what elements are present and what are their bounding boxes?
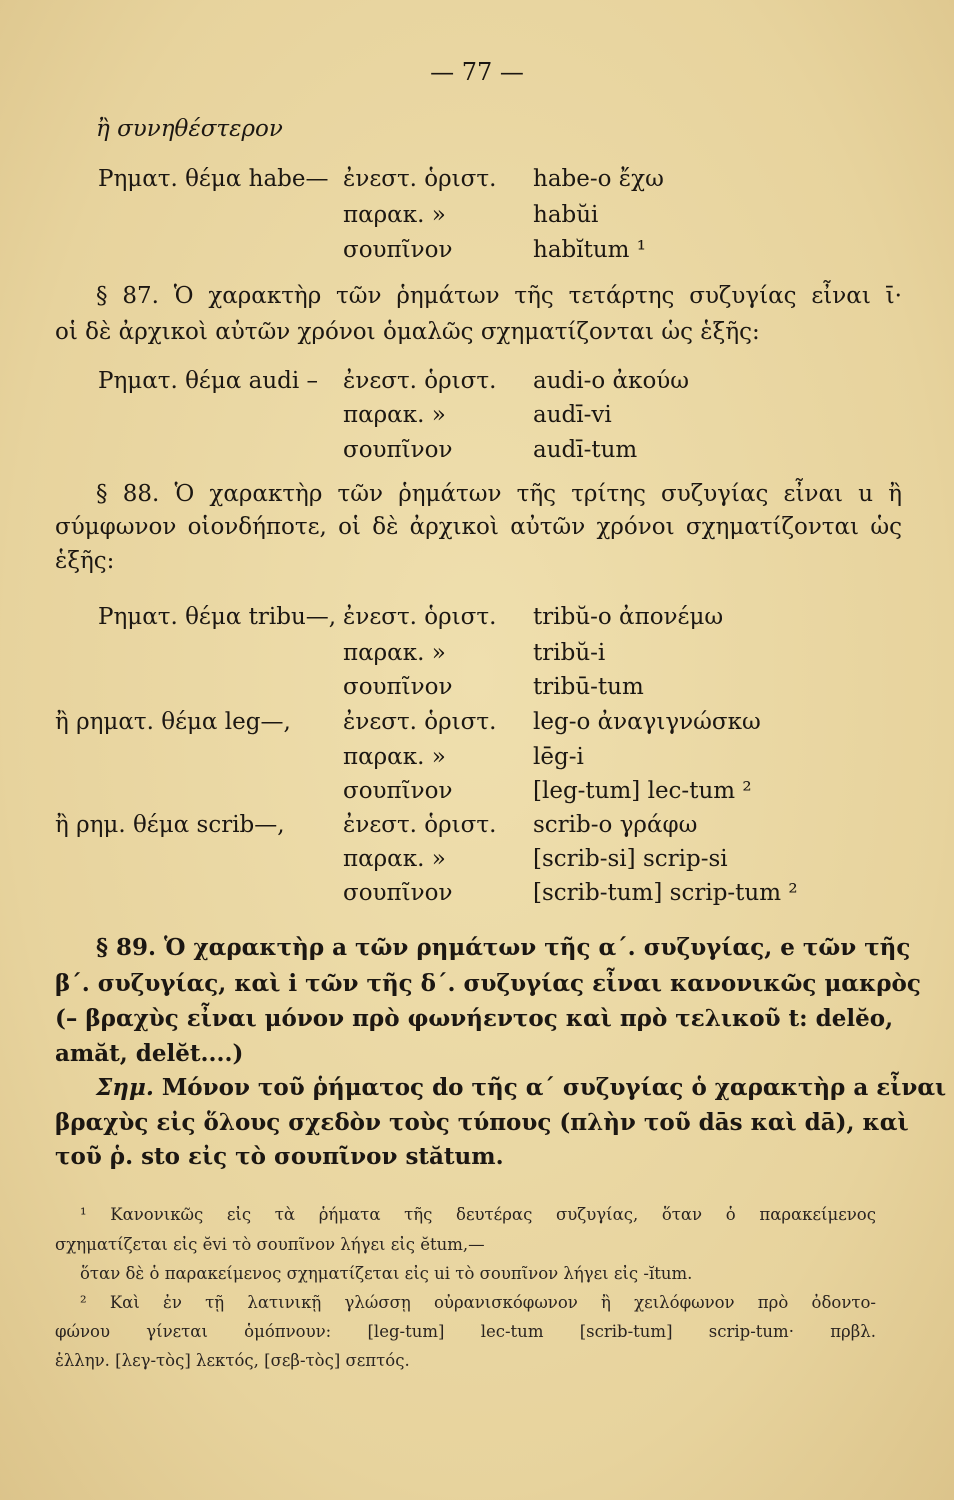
note-line: τοῦ ῥ. sto εἰς τὸ σουπῖνον stătum.: [55, 1143, 504, 1170]
tense-label: ἐνεστ. ὁριστ.: [343, 709, 497, 735]
tense-label: σουπῖνον: [343, 437, 453, 463]
form-value: tribŭ-i: [533, 640, 606, 666]
tense-label: παρακ. »: [343, 640, 446, 666]
form-value: scrib-o γράφω: [533, 812, 698, 838]
note-line: [96, 1074, 946, 1101]
tense-label: σουπῖνον: [343, 778, 453, 804]
tense-label: παρακ. »: [343, 402, 446, 428]
form-value: [scrib-tum] scrip-tum ²: [533, 880, 798, 906]
stem-label: Ρηματ. θέμα audi –: [98, 368, 319, 394]
tense-label: παρακ. »: [343, 202, 446, 228]
page-number: — 77 —: [430, 58, 524, 86]
section-88-line: ἑξῆς:: [55, 548, 115, 574]
form-value: audī-tum: [533, 437, 638, 463]
form-value: [scrib-si] scrip-si: [533, 846, 728, 872]
footnote-1-line: ¹ Κανονικῶς εἰς τὰ ῥήματα τῆς δευτέρας συζυγίας, ὅταν ὁ παρακείμενος: [80, 1205, 876, 1224]
section-89-line: § 89. Ὁ χαρακτὴρ a τῶν ρημάτων τῆς α΄. συζυγίας, e τῶν τῆς: [96, 934, 911, 961]
section-89-line: (– βραχὺς εἶναι μόνον πρὸ φωνήεντος καὶ πρὸ τελικοῦ t: delĕo,: [55, 1005, 894, 1032]
section-87-line: οἱ δὲ ἀρχικοὶ αὐτῶν χρόνοι ὁμαλῶς σχηματίζονται ὡς ἑξῆς:: [55, 319, 760, 345]
form-value: tribŭ-o ἀπονέμω: [533, 604, 724, 630]
footnote-2-line: φώνου γίνεται ὁμόπνουν: [leg-tum] lec-tum [scrib-tum] scrip-tum· πρβλ.: [55, 1322, 876, 1341]
form-value: tribū-tum: [533, 674, 644, 700]
stem-label: ἢ ρηματ. θέμα leg—,: [55, 709, 291, 735]
tense-label: ἐνεστ. ὁριστ.: [343, 166, 497, 192]
form-value: audī-vi: [533, 402, 612, 428]
form-value: leg-o ἀναγιγνώσκω: [533, 709, 761, 735]
stem-label: Ρηματ. θέμα tribu—,: [98, 604, 337, 630]
note-label: Σημ.: [96, 1074, 154, 1101]
section-88-line: § 88. Ὁ χαρακτὴρ τῶν ῥημάτων τῆς τρίτης συζυγίας εἶναι u ἢ: [96, 481, 902, 507]
stem-label: Ρηματ. θέμα habe—: [98, 166, 329, 192]
tense-label: σουπῖνον: [343, 880, 453, 906]
section-89-line: amăt, delĕt....): [55, 1040, 244, 1067]
section-89-line: β΄. συζυγίας, καὶ i τῶν τῆς δ΄. συζυγίας εἶναι κανονικῶς μακρὸς: [55, 970, 921, 997]
note-line: βραχὺς εἰς ὅλους σχεδὸν τοὺς τύπους (πλὴν τοῦ dās καὶ dā), καὶ: [55, 1109, 909, 1136]
tense-label: παρακ. »: [343, 846, 446, 872]
form-value: audi-o ἀκούω: [533, 368, 690, 394]
footnote-2-line: ἑλλην. [λεγ-τὸς] λεκτός, [σεβ-τὸς] σεπτός.: [55, 1351, 410, 1370]
form-value: habŭi: [533, 202, 599, 228]
form-value: habĭtum ¹: [533, 237, 647, 263]
form-value: habe-o ἔχω: [533, 166, 664, 192]
tense-label: ἐνεστ. ὁριστ.: [343, 368, 497, 394]
stem-label: ἢ ρημ. θέμα scrib—,: [55, 812, 285, 838]
section-88-line: σύμφωνον οἱονδήποτε, οἱ δὲ ἀρχικοὶ αὐτῶν χρόνοι σχηματίζονται ὡς: [55, 514, 902, 540]
section-87-line: § 87. Ὁ χαρακτὴρ τῶν ῥημάτων τῆς τετάρτης συζυγίας εἶναι ῑ·: [96, 283, 902, 309]
footnote-1-line: σχηματίζεται εἰς ĕvi τὸ σουπῖνον λήγει εἰς ĕtum,—: [55, 1235, 485, 1254]
tense-label: ἐνεστ. ὁριστ.: [343, 812, 497, 838]
form-value: lēg-i: [533, 744, 584, 770]
footnote-1-line: ὅταν δὲ ὁ παρακείμενος σχηματίζεται εἰς ui τὸ σουπῖνον λήγει εἰς -ĭtum.: [80, 1264, 693, 1283]
tense-label: ἐνεστ. ὁριστ.: [343, 604, 497, 630]
tense-label: σουπῖνον: [343, 674, 453, 700]
tense-label: παρακ. »: [343, 744, 446, 770]
intro-line: ἢ συνηθέστερον: [96, 116, 283, 142]
footnote-2-line: ² Καὶ ἐν τῇ λατινικῇ γλώσσῃ οὐρανισκόφωνον ἢ χειλόφωνον πρὸ ὀδοντο-: [80, 1293, 876, 1312]
form-value: [leg-tum] lec-tum ²: [533, 778, 752, 804]
tense-label: σουπῖνον: [343, 237, 453, 263]
note-text: Μόνον τοῦ ῥήματος do τῆς α΄ συζυγίας ὁ χαρακτὴρ a εἶναι: [161, 1074, 947, 1101]
